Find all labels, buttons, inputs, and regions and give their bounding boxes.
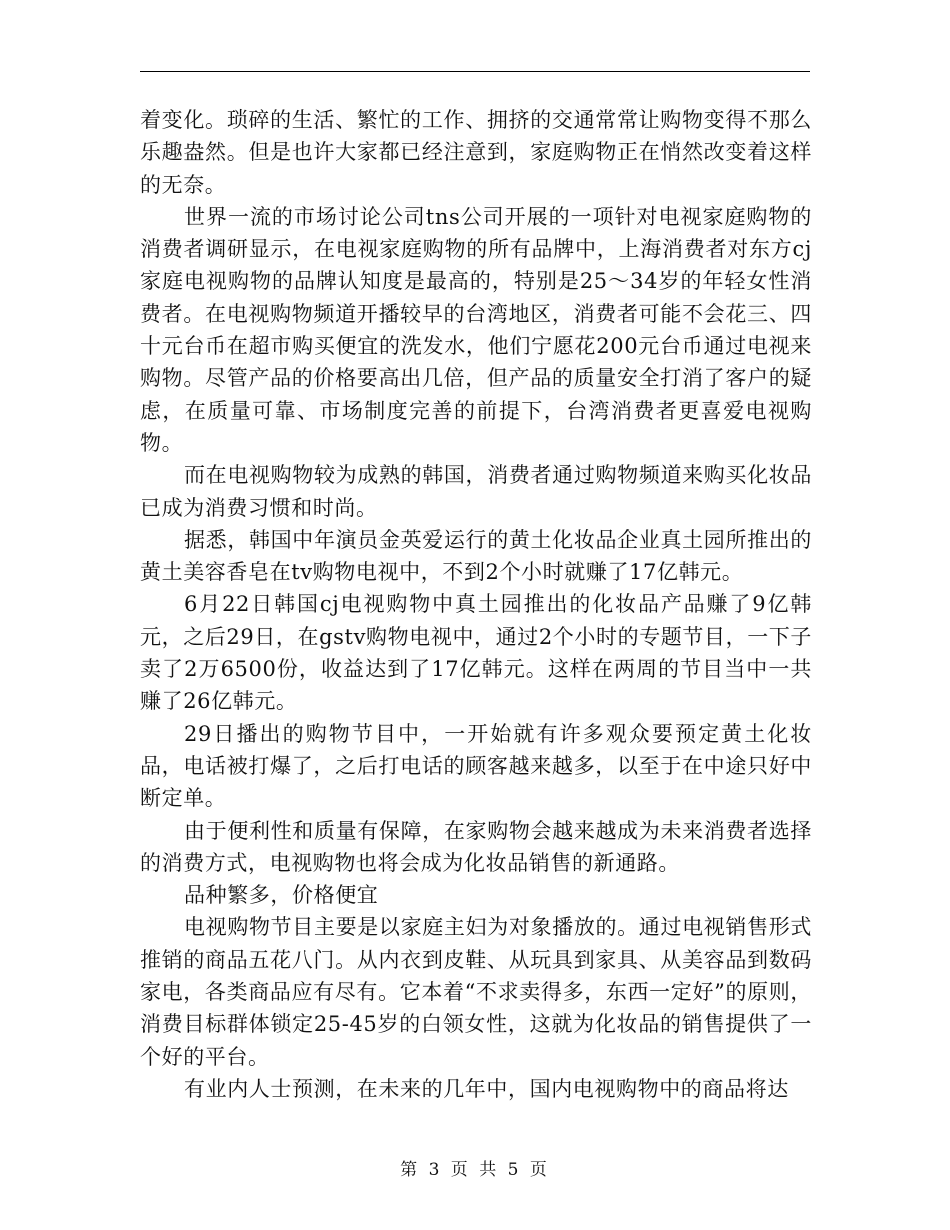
document-body: [140, 104, 812, 1105]
paragraph-2: 世界一流的市场讨论公司tns公司开展的一项针对电视家庭购物的消费者调研显示，在电视家庭购物的所有品牌中，上海消费者对东方cj家庭电视购物的品牌认知度是最高的，特别是25～34岁的年轻女性消费者。在电视购物频道开播较早的台湾地区，消费者可能不会花三、四十元台币在超市购买便宜的洗发水，他们宁愿花200元台币通过电视来购物。尽管产品的价格要高出几倍，但产品的质量安全打消了客户的疑虑，在质量可靠、市场制度完善的前提下，台湾消费者更喜爱电视购物。: [140, 204, 812, 455]
paragraph-5: 6月22日韩国cj电视购物中真土园推出的化妆品产品赚了9亿韩元，之后29日，在gstv购物电视中，通过2个小时的专题节目，一下子卖了2万6500份，收益达到了17亿韩元。这样在两周的节目当中一共赚了26亿韩元。: [140, 592, 813, 714]
paragraph-6: 29日播出的购物节目中，一开始就有许多观众要预定黄土化妆品，电话被打爆了，之后打电话的顾客越来越多，以至于在中途只好中断定单。: [140, 721, 812, 811]
section-heading: 品种繁多，价格便宜: [184, 883, 379, 908]
paragraph-1: 着变化。琐碎的生活、繁忙的工作、拥挤的交通常常让购物变得不那么乐趣盎然。但是也许大家都已经注意到，家庭购物正在悄然改变着这样的无奈。: [140, 108, 812, 197]
paragraph-3: 而在电视购物较为成熟的韩国，消费者通过购物频道来购买化妆品已成为消费习惯和时尚。: [140, 463, 812, 520]
paragraph-8: 电视购物节目主要是以家庭主妇为对象播放的。通过电视销售形式推销的商品五花八门。从内衣到皮鞋、从玩具到家具、从美容品到数码家电，各类商品应有尽有。它本着“不求卖得多，东西一定好”的原则，消费目标群体锁定25-45岁的白领女性，这就为化妆品的销售提供了一个好的平台。: [140, 915, 812, 1069]
paragraph-7: 由于便利性和质量有保障，在家购物会越来越成为未来消费者选择的消费方式，电视购物也将会成为化妆品销售的新通路。: [140, 818, 812, 875]
paragraph-9: 有业内人士预测，在未来的几年中，国内电视购物中的商品将达: [184, 1076, 789, 1101]
page-number: 第 3 页 共 5 页: [400, 1160, 550, 1180]
header-rule: [140, 71, 810, 72]
paragraph-4: 据悉，韩国中年演员金英爱运行的黄土化妆品企业真土园所推出的黄土美容香皂在tv购物电视中，不到2个小时就赚了17亿韩元。: [140, 527, 812, 585]
